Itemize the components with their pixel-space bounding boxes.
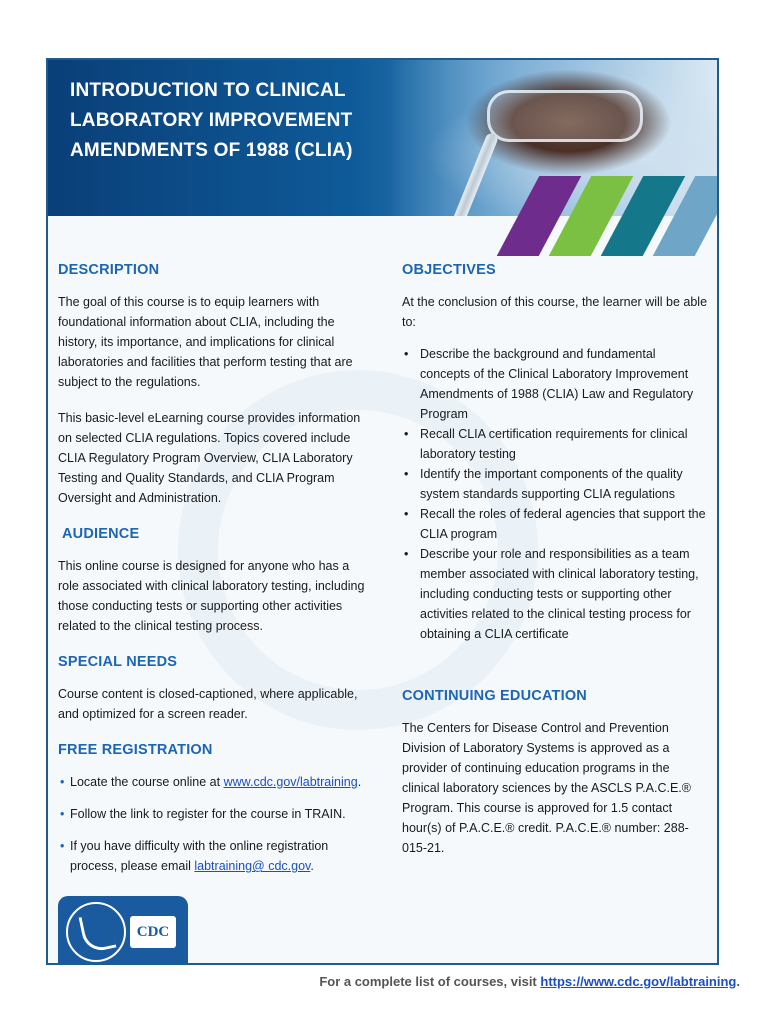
continuing-education-text: The Centers for Disease Control and Prevention Division of Laboratory Systems is approved as a provider of continuing education programs in the clinical laboratory sciences by the ASCLS P.A.C.E.® Program. This course is approved for 1.5 contact hour(s) of P.A.C.E.® credit. P.A.C.E.® number: 288-015-21. bbox=[402, 721, 691, 855]
registration-list bbox=[58, 772, 370, 876]
special-needs-text: Course content is closed-captioned, where applicable, and optimized for a screen reader. bbox=[58, 687, 358, 721]
hhs-eagle-icon bbox=[66, 902, 126, 962]
registration-item bbox=[58, 772, 370, 792]
registration-item bbox=[58, 836, 370, 876]
left-column bbox=[58, 260, 370, 876]
registration-item-1-suffix: . bbox=[357, 775, 362, 789]
objectives-intro: At the conclusion of this course, the learner will be able to: bbox=[402, 295, 708, 329]
eagle-profile-icon bbox=[78, 911, 116, 954]
special-needs-heading: SPECIAL NEEDS bbox=[58, 654, 178, 670]
cdc-logo-text: CDC bbox=[130, 916, 176, 948]
description-paragraph-2: This basic-level eLearning course provides information on selected CLIA regulations. Topics covered include CLIA Regulatory Program Overview, CLIA Laboratory Testing and Quality Standards, and CLIA Program Oversight and Administration. bbox=[58, 411, 361, 505]
audience-text: This online course is designed for anyone who has a role associated with clinical laboratory testing, including those conducting tests or supporting other activities related to the clinical testing process. bbox=[58, 559, 365, 633]
registration-item-3-suffix: . bbox=[310, 859, 314, 873]
email-link[interactable]: labtraining@ cdc.gov bbox=[194, 859, 311, 873]
objective-item: • Identify the important components of the quality system standards supporting CLIA regulations bbox=[402, 464, 708, 504]
cdc-hhs-logo bbox=[58, 896, 188, 965]
audience-heading: AUDIENCE bbox=[62, 526, 140, 542]
footer-text: For a complete list of courses, visit bbox=[319, 974, 541, 989]
registration-item bbox=[58, 804, 370, 824]
test-tube-graphic bbox=[447, 132, 499, 216]
registration-item-2-text: Follow the link to register for the course in TRAIN. bbox=[70, 807, 346, 821]
objective-item: • Recall the roles of federal agencies that support the CLIA program bbox=[402, 504, 708, 544]
objective-item: • Describe your role and responsibilities as a team member associated with clinical laboratory testing, including conducting tests or supporting other activities related to the clinical testing process for obtaining a CLIA certificate bbox=[402, 544, 708, 644]
continuing-education-heading: CONTINUING EDUCATION bbox=[402, 688, 587, 704]
objective-item: • Recall CLIA certification requirements for clinical laboratory testing bbox=[402, 424, 708, 464]
description-heading: DESCRIPTION bbox=[58, 262, 160, 278]
objective-item: • Describe the background and fundamental concepts of the Clinical Laboratory Improvement Amendments of 1988 (CLIA) Law and Regulatory Program bbox=[402, 344, 708, 424]
goggles-graphic bbox=[487, 90, 643, 142]
accent-stripes bbox=[498, 176, 719, 256]
registration-item-1-text: Locate the course online at bbox=[70, 775, 224, 789]
footer-courses-link[interactable]: https://www.cdc.gov/labtraining bbox=[540, 974, 737, 989]
description-paragraph-1: The goal of this course is to equip learners with foundational information about CLIA, including the history, its importance, and implications for clinical laboratories and facilities that perform testing that are subject to the regulations. bbox=[58, 295, 353, 389]
footer-suffix: . bbox=[736, 974, 740, 989]
registration-item-3-text: If you have difficulty with the online registration process, please email bbox=[70, 839, 329, 873]
labtraining-link[interactable]: www.cdc.gov/labtraining bbox=[223, 775, 358, 789]
registration-heading: FREE REGISTRATION bbox=[58, 742, 213, 758]
objectives-list bbox=[402, 344, 708, 644]
footer bbox=[0, 974, 740, 989]
flyer bbox=[46, 58, 719, 965]
right-column bbox=[402, 260, 708, 858]
objectives-heading: OBJECTIVES bbox=[402, 262, 496, 278]
page-title: INTRODUCTION TO CLINICAL LABORATORY IMPROVEMENT AMENDMENTS OF 1988 (CLIA) bbox=[70, 80, 353, 161]
